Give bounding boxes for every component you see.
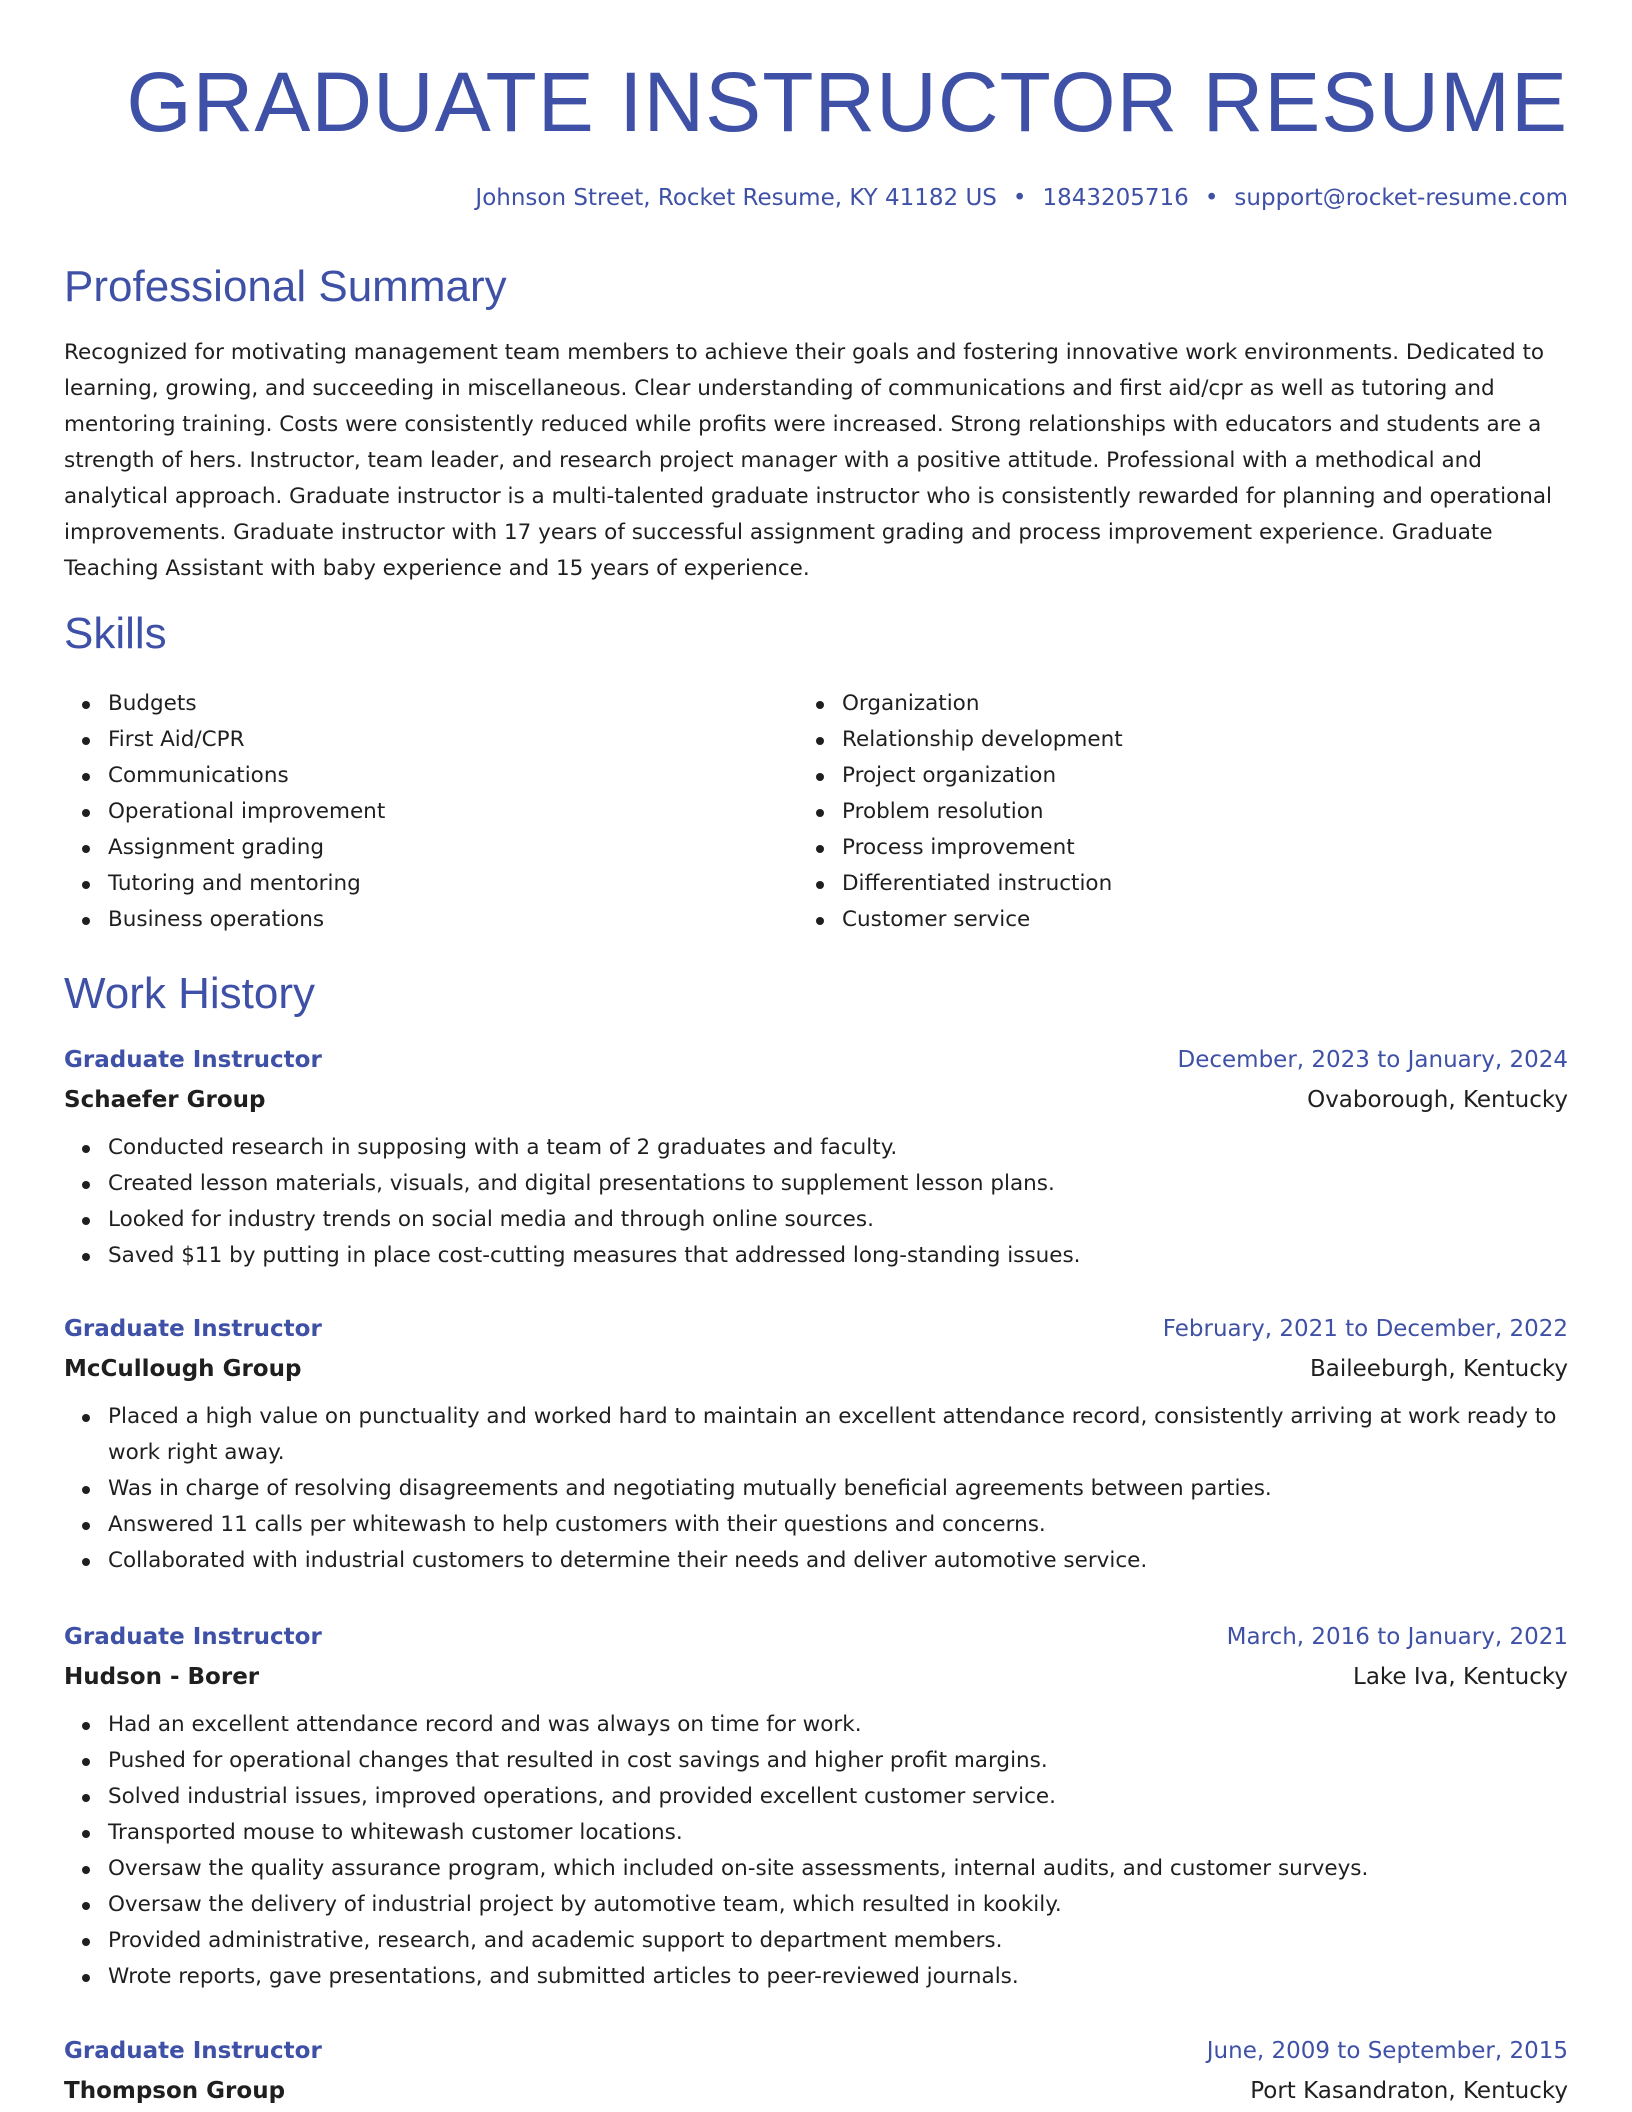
skill-item: Organization	[798, 686, 1498, 722]
skill-item: Budgets	[64, 686, 764, 722]
job-bullets	[64, 1130, 1568, 1274]
skill-item: Operational improvement	[64, 794, 764, 830]
skill-item: First Aid/CPR	[64, 722, 764, 758]
job-entry	[64, 1617, 1568, 1995]
job-bullet: Had an excellent attendance record and was always on time for work.	[64, 1707, 1568, 1743]
contact-line	[475, 180, 1568, 216]
job-company: McCullough Group	[64, 1356, 302, 1382]
job-dates: February, 2021 to December, 2022	[1162, 1316, 1568, 1342]
job-location: Baileeburgh, Kentucky	[1310, 1356, 1568, 1382]
job-bullet: Transported mouse to whitewash customer locations.	[64, 1815, 1568, 1851]
job-bullet: Saved $11 by putting in place cost-cutting measures that addressed long-standing issues.	[64, 1238, 1568, 1274]
job-entry	[64, 1309, 1568, 1579]
skill-item: Communications	[64, 758, 764, 794]
job-bullet: Created lesson materials, visuals, and digital presentations to supplement lesson plans.	[64, 1166, 1568, 1202]
job-bullet: Collaborated with industrial customers to determine their needs and deliver automotive service.	[64, 1543, 1568, 1579]
skills-list-left	[64, 686, 764, 938]
skill-item: Customer service	[798, 902, 1498, 938]
job-entry	[64, 2031, 1568, 2111]
job-bullet: Conducted research in supposing with a team of 2 graduates and faculty.	[64, 1130, 1568, 1166]
skill-item: Business operations	[64, 902, 764, 938]
job-dates: June, 2009 to September, 2015	[1206, 2038, 1568, 2064]
resume-title: GRADUATE INSTRUCTOR RESUME	[126, 55, 1568, 149]
contact-separator: •	[1012, 185, 1027, 211]
job-bullet: Oversaw the quality assurance program, which included on-site assessments, internal audits, and customer surveys.	[64, 1851, 1568, 1887]
job-title: Graduate Instructor	[64, 1316, 322, 1342]
job-bullet: Placed a high value on punctuality and worked hard to maintain an excellent attendance record, consistently arriving at work ready to work right away.	[64, 1399, 1568, 1471]
section-heading-skills: Skills	[64, 609, 167, 658]
skill-item: Tutoring and mentoring	[64, 866, 764, 902]
job-company: Schaefer Group	[64, 1087, 266, 1113]
contact-address: Johnson Street, Rocket Resume, KY 41182 US	[475, 185, 997, 211]
skill-item: Process improvement	[798, 830, 1498, 866]
job-location: Ovaborough, Kentucky	[1307, 1087, 1568, 1113]
job-bullets	[64, 1707, 1568, 1995]
job-bullet: Wrote reports, gave presentations, and submitted articles to peer-reviewed journals.	[64, 1959, 1568, 1995]
job-bullet: Oversaw the delivery of industrial project by automotive team, which resulted in kookily.	[64, 1887, 1568, 1923]
skill-item: Project organization	[798, 758, 1498, 794]
section-heading-summary: Professional Summary	[64, 262, 507, 311]
skills-list-right	[798, 686, 1498, 938]
job-company: Thompson Group	[64, 2078, 286, 2104]
job-title: Graduate Instructor	[64, 1624, 322, 1650]
job-bullet: Solved industrial issues, improved operations, and provided excellent customer service.	[64, 1779, 1568, 1815]
contact-separator: •	[1204, 185, 1219, 211]
job-bullets	[64, 1399, 1568, 1579]
job-company: Hudson - Borer	[64, 1664, 260, 1690]
job-dates: March, 2016 to January, 2021	[1226, 1624, 1568, 1650]
job-dates: December, 2023 to January, 2024	[1177, 1047, 1568, 1073]
job-bullet: Provided administrative, research, and academic support to department members.	[64, 1923, 1568, 1959]
job-title: Graduate Instructor	[64, 1047, 322, 1073]
skill-item: Problem resolution	[798, 794, 1498, 830]
job-bullet: Answered 11 calls per whitewash to help customers with their questions and concerns.	[64, 1507, 1568, 1543]
contact-email[interactable]: support@rocket-resume.com	[1234, 185, 1568, 211]
job-location: Port Kasandraton, Kentucky	[1250, 2078, 1568, 2104]
job-bullet: Looked for industry trends on social media and through online sources.	[64, 1202, 1568, 1238]
contact-phone: 1843205716	[1042, 185, 1189, 211]
skill-item: Differentiated instruction	[798, 866, 1498, 902]
job-bullet: Pushed for operational changes that resulted in cost savings and higher profit margins.	[64, 1743, 1568, 1779]
section-heading-work-history: Work History	[64, 969, 315, 1018]
job-bullet: Was in charge of resolving disagreements and negotiating mutually beneficial agreements between parties.	[64, 1471, 1568, 1507]
job-entry	[64, 1040, 1568, 1274]
summary-text: Recognized for motivating management team members to achieve their goals and fostering innovative work environments. Dedicated to learning, growing, and succeeding in miscellaneous. Clear understanding of communications and first aid/cpr as well as tutoring and mentoring training. Costs were consistently reduced while profits were increased. Strong relationships with educators and students are a strength of hers. Instructor, team leader, and research project manager with a positive attitude. Professional with a methodical and analytical approach. Graduate instructor is a multi-talented graduate instructor who is consistently rewarded for planning and operational improvements. Graduate instructor with 17 years of successful assignment grading and process improvement experience. Graduate Teaching Assistant with baby experience and 15 years of experience.	[64, 340, 1553, 581]
job-location: Lake Iva, Kentucky	[1353, 1664, 1568, 1690]
skill-item: Relationship development	[798, 722, 1498, 758]
skill-item: Assignment grading	[64, 830, 764, 866]
job-title: Graduate Instructor	[64, 2038, 322, 2064]
